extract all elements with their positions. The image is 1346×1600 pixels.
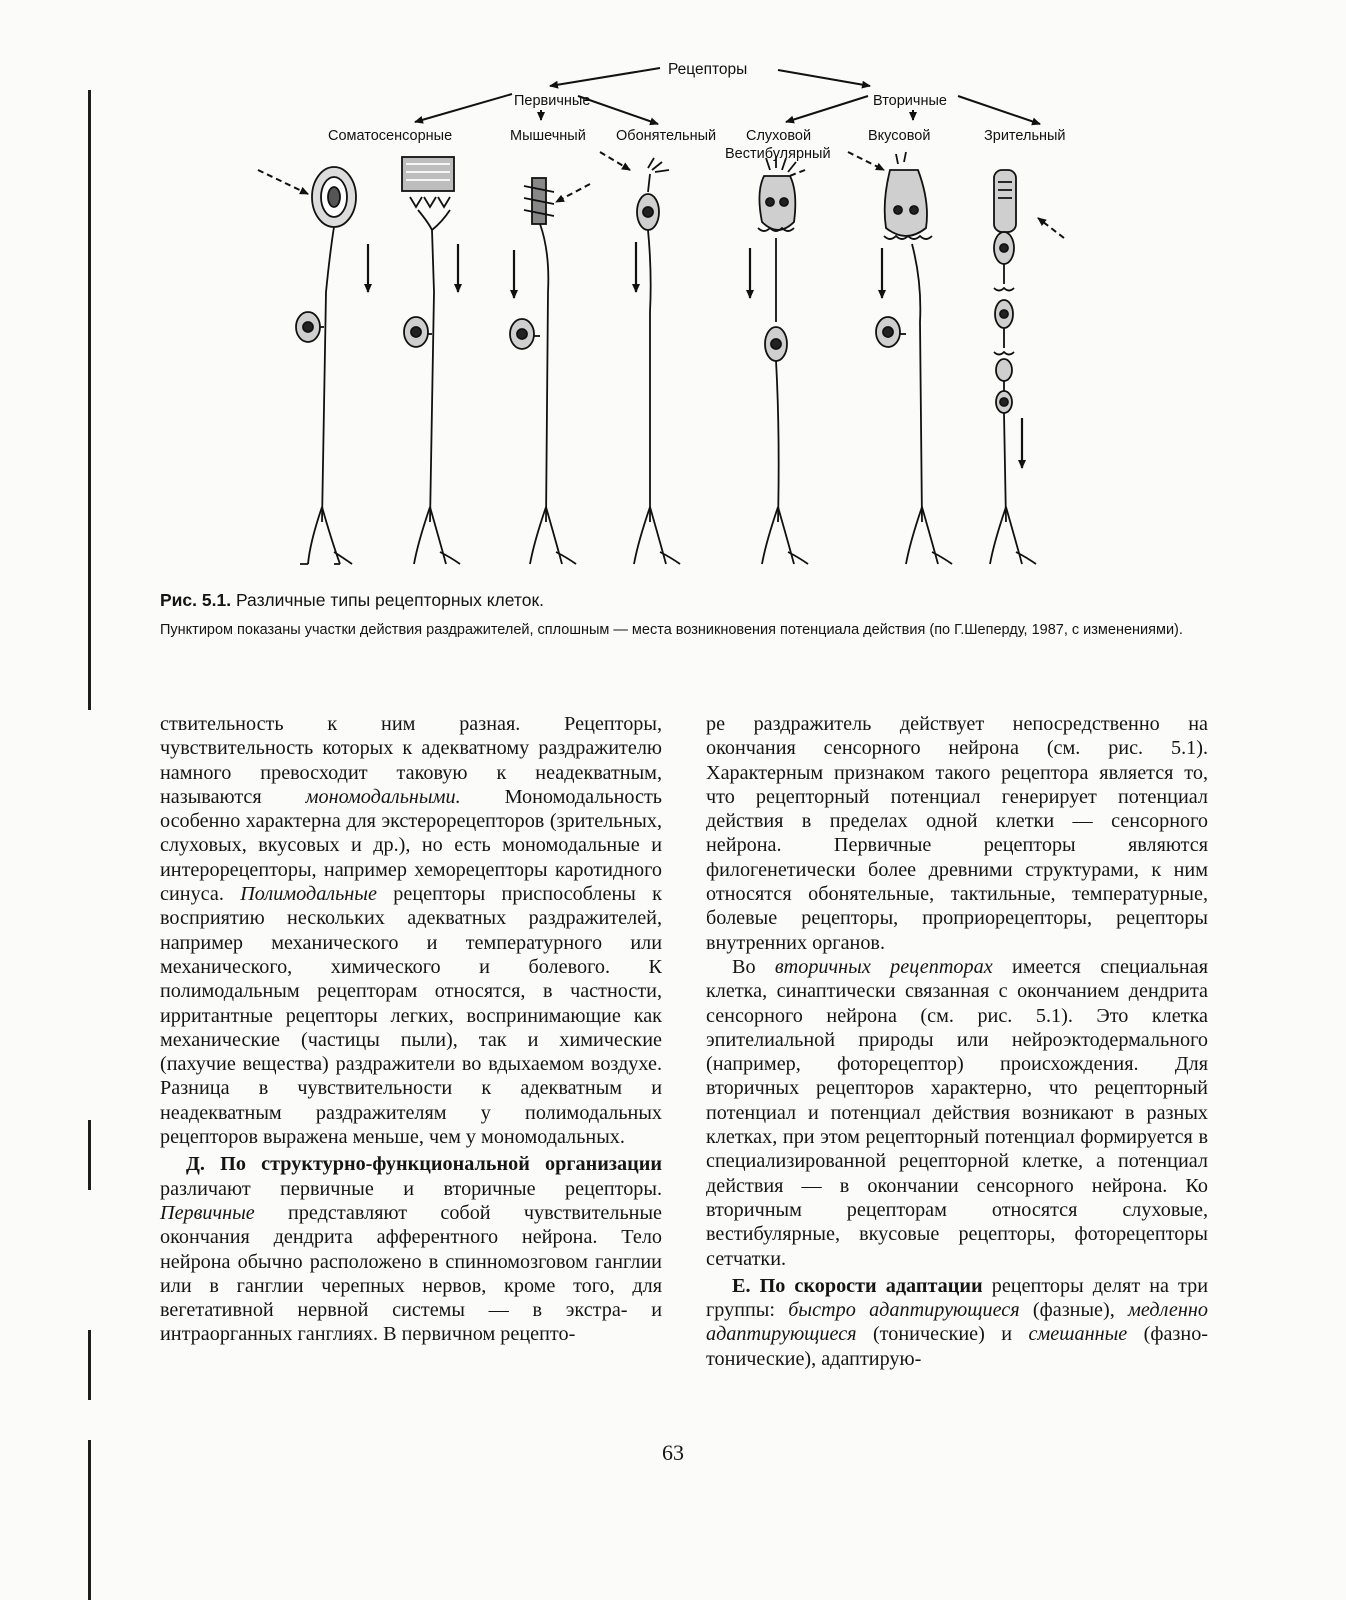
section-heading-d: Д. По структурно-функциональной организации	[186, 1153, 662, 1176]
left-column	[160, 712, 662, 1347]
neuron-auditory	[758, 156, 808, 564]
action-potential-arrows	[368, 242, 1022, 468]
figure-caption-title	[160, 590, 1220, 611]
figure-caption-body: Пунктиром показаны участки действия раздражителей, сплошным — места возникновения потенциала действия (по Г.Шеперду, 1987, с изменениями).	[160, 622, 1183, 638]
label-secondary: Вторичные	[873, 93, 947, 109]
right-paragraph-1: ре раздражитель действует непосредственно на окончания сенсорного нейрона (см. рис. 5.1). Характерным признаком такого рецептора является то, что рецепторный потенциал генерирует потенциал действия в пределах одной клетки — сенсорного нейрона. Первичные рецепторы являются филогенетически более древними структурами, к ним относятся обонятельные, тактильные, температурные, болевые рецепторы, проприорецепторы, рецепторы внутренних органов.	[706, 713, 1208, 954]
right-column	[706, 712, 1208, 1371]
neuron-muscle	[510, 178, 576, 564]
label-visual: Зрительный	[984, 128, 1066, 144]
left-paragraph-2: Д. По структурно-функциональной организации различают первичные и вторичные рецепторы. Первичные представляют собой чувствительные окончания дендрита афферентного нейрона. Тело нейрона обычно расположено в спинномозговом ганглии или в ганглии черепных нервов, кроме того, для вегетативной нервной системы — в экстра- и интраорганных ганглиях. В первичном рецепто-	[160, 1153, 662, 1346]
neuron-gustatory	[876, 152, 952, 564]
label-somatosensory: Соматосенсорные	[328, 128, 453, 144]
stimulus-arrows	[258, 152, 1064, 238]
label-auditory: Слуховой	[746, 128, 812, 144]
right-paragraph-2: Во вторичных рецепторах имеется специальная клетка, синаптически связанная с окончанием дендрита сенсорного нейрона (см. рис. 5.1). Это клетка эпителиальной природы или нейроэктодермального (например, фоторецептор) происхождения. Для вторичных рецепторов характерно, что рецепторный потенциал и потенциал действия возникают в разных клетках, при этом рецепторный потенциал формируется в специализированной рецепторной клетке, а потенциал действия — в окончании сенсорного нейрона. Ко вторичным рецепторам относятся слуховые, вестибулярные, вкусовые рецепторы, фоторецепторы сетчатки.	[706, 955, 1208, 1270]
section-heading-e: Е. По скорости адаптации	[732, 1274, 983, 1297]
scan-edge-line	[88, 90, 91, 710]
figure-caption-label: Рис. 5.1.	[160, 590, 232, 610]
neuron-olfactory	[634, 158, 680, 564]
page-number: 63	[662, 1440, 684, 1465]
scan-edge-line	[88, 1120, 91, 1190]
label-olfactory: Обонятельный	[616, 128, 717, 144]
label-gustatory: Вкусовой	[868, 128, 931, 144]
neuron-somatosensory	[296, 167, 356, 564]
scan-edge-line	[88, 1330, 91, 1400]
right-paragraph-3: Е. По скорости адаптации рецепторы делят на три группы: быстро адаптирующиеся (фазные), медленно адаптирующиеся (тонические) и смешанные (фазно-тонические), адаптирую-	[706, 1274, 1209, 1370]
label-muscle: Мышечный	[510, 128, 586, 144]
label-vestibular: Вестибулярный	[725, 146, 831, 162]
left-paragraph-1: ствительность к ним разная. Рецепторы, чувствительность которых к адекватному раздражителю намного превосходит таковую к неадекватным, называются мономодальными. Мономодальность особенно характерна для экстерорецепторов (зрительных, слуховых, вкусовых и др.), но есть мономодальные и интерорецепторы, например хеморецепторы каротидного синуса. Полимодальные рецепторы приспособлены к восприятию нескольких адекватных раздражителей, например механического и температурного или механического, химического и болевого. К полимодальным рецепторам относятся, в частности, ирритантные рецепторы легких, воспринимающие как механические (частицы пыли), так и химические (пахучие вещества) раздражители во вдыхаемом воздухе. Разница в чувствительности к адекватным и неадекватным раздражителям у полимодальных рецепторов выражена меньше, чем у мономодальных.	[160, 713, 662, 1149]
neuron-skin	[402, 157, 460, 564]
label-receptors: Рецепторы	[668, 61, 748, 78]
receptor-cells-figure	[250, 52, 1110, 582]
neuron-visual	[990, 170, 1036, 564]
figure-caption-text: Различные типы рецепторных клеток.	[235, 590, 544, 610]
neuron-drawings	[296, 152, 1036, 564]
label-primary: Первичные	[514, 93, 591, 109]
